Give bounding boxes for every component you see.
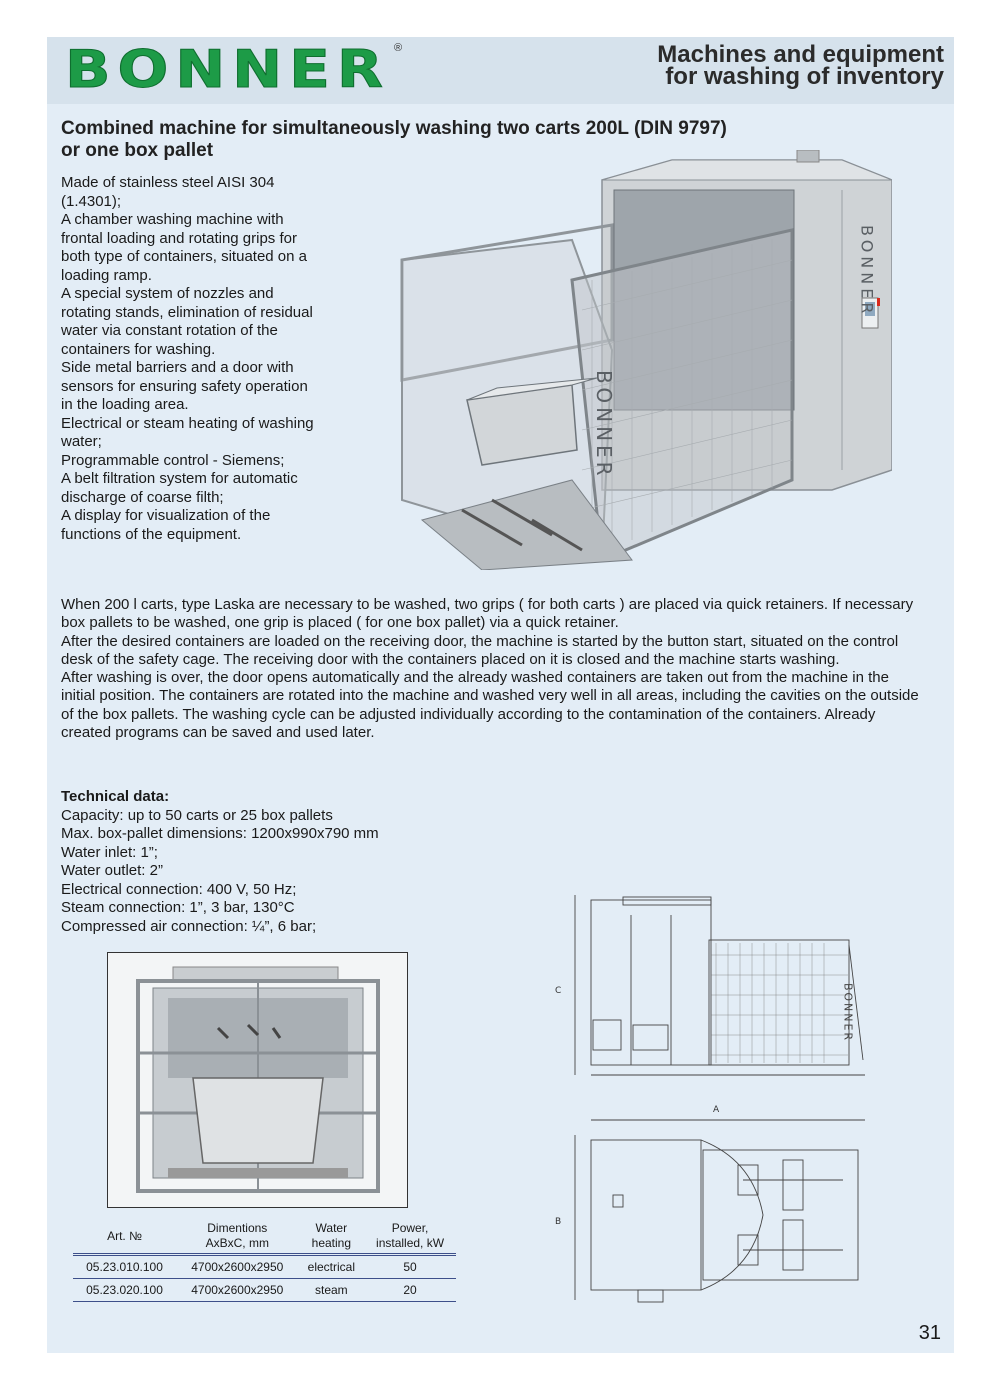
table-cell: 05.23.020.100 — [73, 1279, 176, 1302]
feature-item: Side metal barriers and a door with sensors for ensuring safety operation in the loading area. — [61, 359, 308, 413]
table-cell: 50 — [364, 1255, 456, 1279]
description-paragraph: When 200 l carts, type Laska are necessary to be washed, two grips ( for both carts ) are placed via quick retainers. If necessary box pallets to be washed, one grip is placed ( for one box pallet) via a quick retainer. — [61, 596, 914, 632]
technical-line: Steam connection: 1”, 3 bar, 130°C — [61, 899, 295, 916]
table-cell: electrical — [299, 1255, 365, 1279]
technical-line: Compressed air connection: ¼”, 6 bar; — [61, 917, 317, 935]
table-cell: 4700x2600x2950 — [176, 1255, 299, 1279]
machine-brand-vertical: BONNER — [857, 225, 877, 318]
feature-item: Programmable control - Siemens; — [61, 451, 285, 469]
product-title-line-1: Combined machine for simultaneously washing two carts 200L (DIN 9797) — [61, 118, 727, 139]
table-row — [73, 1255, 456, 1279]
technical-data — [61, 788, 481, 936]
description-paragraph: After washing is over, the door opens automatically and the already washed containers are taken out from the machine in the initial position. The containers are rotated into the machine and washed very well in all areas, including the cavities on the outside of the box pallets. The washing cycle can be adjusted individually according to the contamination of the containers. Already created programs can be saved and used later. — [61, 669, 919, 742]
machine-photo — [372, 150, 892, 570]
table-cell: steam — [299, 1279, 365, 1302]
specs-table — [73, 1219, 456, 1302]
column-header: Art. № — [73, 1219, 176, 1255]
technical-data-heading: Technical data: — [61, 788, 170, 805]
column-header: Dimentions AxBxC, mm — [176, 1219, 299, 1255]
page-number: 31 — [918, 1322, 941, 1344]
table-cell: 05.23.010.100 — [73, 1255, 176, 1279]
feature-item: Electrical or steam heating of washing water; — [61, 414, 314, 450]
side-view-drawing — [553, 885, 883, 1095]
table-cell: 20 — [364, 1279, 456, 1302]
table-row — [73, 1279, 456, 1302]
technical-line: Water outlet: 2” — [61, 862, 163, 879]
feature-list — [61, 174, 361, 544]
column-header: Water heating — [299, 1219, 365, 1255]
feature-item: Made of stainless steel AISI 304 (1.4301); — [61, 174, 275, 210]
feature-item: A display for visualization of the functions of the equipment. — [61, 507, 271, 543]
feature-item: A special system of nozzles and rotating stands, elimination of residual water via constant rotation of the containers for washing. — [61, 285, 313, 358]
section-title-line-2: for washing of inventory — [665, 63, 944, 90]
column-header: Power, installed, kW — [364, 1219, 456, 1255]
technical-line: Max. box-pallet dimensions: 1200x990x790 mm — [61, 825, 379, 842]
feature-item: A belt filtration system for automatic discharge of coarse filth; — [61, 470, 298, 506]
section-title-line-1: Machines and equipment — [657, 41, 944, 68]
technical-line: Electrical connection: 400 V, 50 Hz; — [61, 880, 297, 898]
top-view-drawing — [553, 1100, 883, 1310]
technical-line: Capacity: up to 50 carts or 25 box pallets — [61, 806, 333, 824]
brand-logo: BONNER — [65, 40, 390, 100]
feature-item: A chamber washing machine with frontal loading and rotating grips for both type of containers, situated on a loading ramp. — [61, 211, 307, 284]
section-title — [657, 41, 944, 90]
registered-mark: ® — [394, 42, 403, 54]
product-title-line-2: or one box pallet — [61, 140, 214, 161]
description-paragraph: After the desired containers are loaded on the receiving door, the machine is started by the button start, situated on the control desk of the safety cage. The receiving door with the containers placed on it is closed and the machine starts washing. — [61, 632, 899, 668]
cage-brand-vertical: BONNER — [592, 370, 616, 480]
machine-front-photo — [107, 952, 408, 1208]
dimension-label-a: A — [713, 1105, 720, 1115]
drawing-brand-vertical: BONNER — [841, 983, 855, 1043]
table-header-row — [73, 1219, 456, 1255]
table-cell: 4700x2600x2950 — [176, 1279, 299, 1302]
technical-line: Water inlet: 1”; — [61, 843, 158, 861]
dimension-label-c: C — [555, 986, 562, 996]
description-text — [61, 596, 921, 742]
dimension-label-b: B — [555, 1217, 562, 1227]
